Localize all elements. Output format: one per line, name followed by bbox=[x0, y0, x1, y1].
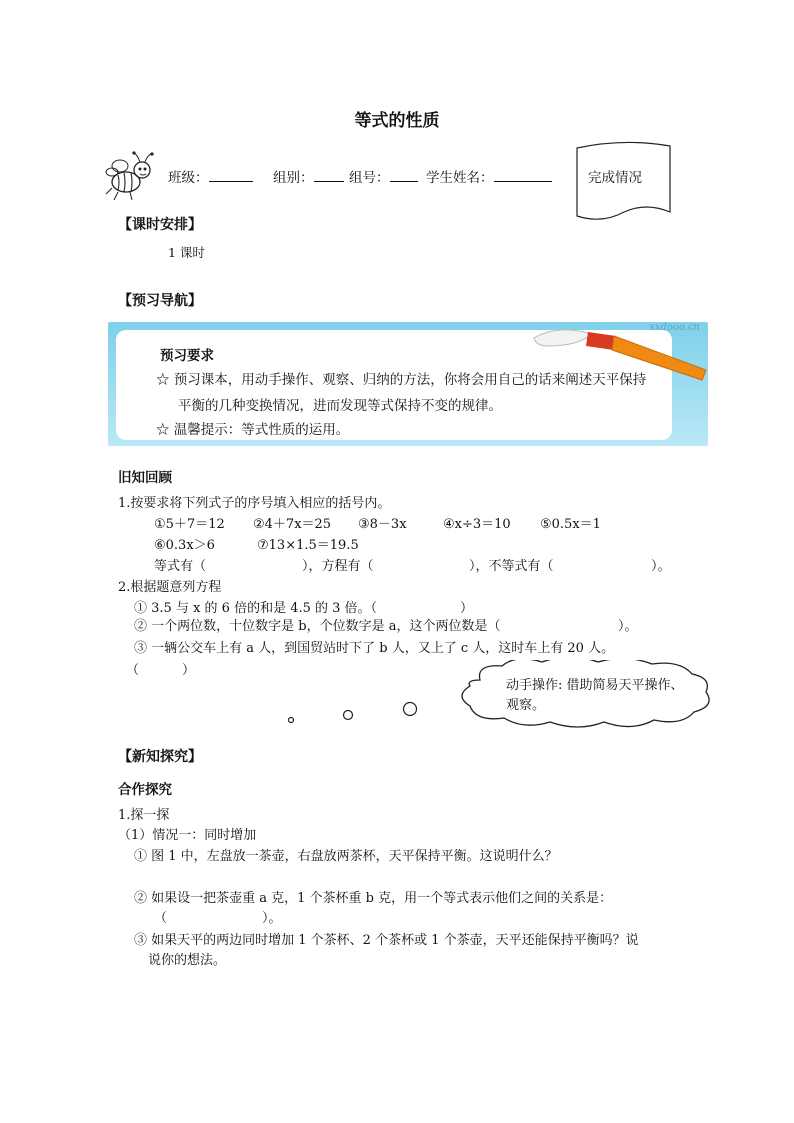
case-one-question-3: ③ 如果天平的两边同时增加 1 个茶杯、2 个茶杯或 1 个茶壶，天平还能保持平衡吗？说 bbox=[134, 933, 639, 948]
case-one-question-2-open: （ bbox=[154, 911, 168, 926]
bee-icon bbox=[104, 150, 160, 204]
thought-cloud bbox=[280, 660, 720, 730]
section-preview-heading: 【预习导航】 bbox=[118, 293, 202, 309]
question-2-3-open: （ bbox=[126, 663, 140, 678]
question-2-2-close: ）。 bbox=[618, 619, 638, 634]
expression-3: ③8－3x bbox=[358, 517, 407, 532]
expression-5: ⑤0.5x＝1 bbox=[540, 517, 601, 532]
question-2-3: ③ 一辆公交车上有 a 人，到国贸站时下了 b 人，又上了 c 人，这时车上有 20 人。 bbox=[134, 641, 615, 656]
fill-formulas: ），方程有（ bbox=[302, 559, 374, 574]
preview-line-2: 平衡的几种变换情况，进而发现等式保持不变的规律。 bbox=[178, 398, 502, 414]
question-2-2: ② 一个两位数，十位数字是 b，个位数字是 a，这个两位数是（ bbox=[134, 619, 501, 634]
preview-line-3: ☆ 温馨提示：等式性质的运用。 bbox=[156, 422, 350, 438]
group-number-field: 组号： bbox=[349, 166, 418, 186]
review-question-1: 1.按要求将下列式子的序号填入相应的括号内。 bbox=[118, 496, 391, 511]
question-2-3-close: ） bbox=[182, 663, 196, 678]
question-2-1: ① 3.5 与 x 的 6 倍的和是 4.5 的 3 倍。（ bbox=[134, 601, 378, 616]
section-schedule-heading: 【课时安排】 bbox=[118, 217, 202, 233]
fill-equations: 等式有（ bbox=[154, 559, 207, 574]
section-new-knowledge-heading: 【新知探究】 bbox=[118, 749, 202, 765]
page-title: 等式的性质 bbox=[354, 111, 440, 131]
schedule-text: 1 课时 bbox=[168, 245, 205, 260]
expression-4: ④x÷3＝10 bbox=[443, 517, 511, 532]
cooperation-heading: 合作探究 bbox=[118, 782, 172, 798]
class-field: 班级： bbox=[168, 166, 253, 186]
case-one-title: （1）情况一：同时增加 bbox=[118, 828, 257, 843]
case-one-question-1: ① 图 1 中，左盘放一茶壶，右盘放两茶杯，天平保持平衡。这说明什么？ bbox=[134, 849, 558, 864]
completion-label: 完成情况 bbox=[588, 170, 642, 186]
fill-end: ）。 bbox=[651, 559, 671, 574]
cloud-text-2: 观察。 bbox=[506, 698, 546, 713]
case-one-question-2: ② 如果设一把茶壶重 a 克，1 个茶杯重 b 克，用一个等式表示他们之间的关系是： bbox=[134, 891, 613, 906]
review-heading: 旧知回顾 bbox=[118, 470, 172, 486]
preview-title: 预习要求 bbox=[160, 348, 214, 364]
expression-1: ①5＋7＝12 bbox=[154, 517, 225, 532]
watermark-text: xxdooo.cn bbox=[649, 322, 700, 333]
case-one-question-2-close: ）。 bbox=[262, 911, 282, 926]
question-2-1-close: ） bbox=[460, 601, 474, 616]
explore-title: 1.探一探 bbox=[118, 808, 170, 823]
expression-7: ⑦13×1.5＝19.5 bbox=[257, 538, 359, 553]
preview-line-1: ☆ 预习课本，用动手操作、观察、归纳的方法，你将会用自己的话来阐述天平保持 bbox=[156, 372, 647, 388]
case-one-question-3-cont: 说你的想法。 bbox=[148, 953, 227, 968]
student-name-field: 学生姓名： bbox=[426, 166, 552, 186]
preview-requirements-box bbox=[108, 322, 708, 446]
fill-inequalities: ），不等式有（ bbox=[469, 559, 554, 574]
review-question-2: 2.根据题意列方程 bbox=[118, 580, 222, 595]
expression-2: ②4＋7x＝25 bbox=[253, 517, 332, 532]
expression-6: ⑥0.3x＞6 bbox=[154, 538, 215, 553]
group-field: 组别： bbox=[273, 166, 344, 186]
cloud-text-1: 动手操作: 借助简易天平操作、 bbox=[506, 678, 684, 693]
